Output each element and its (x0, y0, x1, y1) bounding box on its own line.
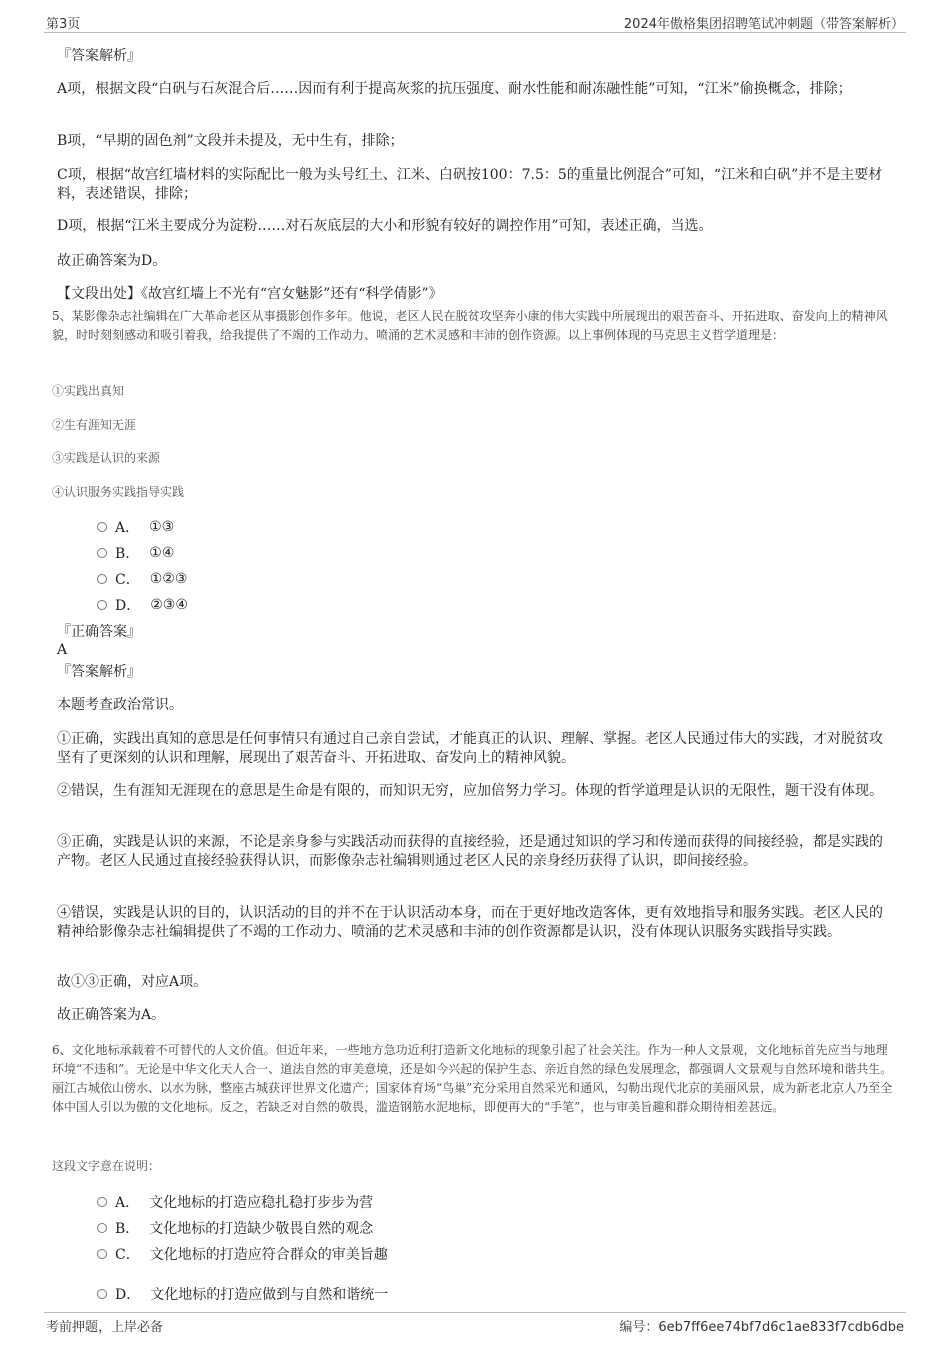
q5-item-3: ③实践是认识的来源 (52, 451, 161, 465)
radio-icon[interactable] (97, 1197, 107, 1207)
q5-item-1: ①实践出真知 (52, 384, 125, 398)
q5-analysis-item-3: ③正确，实践是认识的来源，不论是亲身参与实践活动而获得的直接经验，还是通过知识的学习和传递而获得的间接经验，都是实践的产物。老区人民通过直接经验获得认识，而影像杂志社编辑则通过老区人民的亲身经历获得了认识，即间接经验。 (57, 834, 883, 869)
document-id: 编号：6eb7ff6ee74bf7d6c1ae833f7cdb6dbe (619, 1320, 904, 1335)
q4-option-c-analysis: C项，根据“故宫红墙材料的实际配比一般为头号红土、江米、白矾按100：7.5：5的重量比例混合”可知，“江米和白矾”并不是主要材料，表述错误，排除； (57, 167, 883, 202)
q5-conclusion: 故正确答案为A。 (57, 1007, 166, 1023)
page-number: 第3页 (46, 17, 81, 32)
q5-analysis-item-2: ②错误，生有涯知无涯现在的意思是生命是有限的，而知识无穷，应加倍努力学习。体现的哲学道理是认识的无限性，题干没有体现。 (57, 783, 883, 799)
q4-option-d-analysis: D项，根据“江米主要成分为淀粉……对石灰底层的大小和形貌有较好的调控作用”可知，表述正确，当选。 (57, 218, 713, 234)
q6-option-a[interactable]: A． 文化地标的打造应稳扎稳打步步为营 (97, 1192, 373, 1212)
q5-option-b[interactable]: B． ①④ (97, 543, 174, 563)
footer-slogan: 考前押题，上岸必备 (46, 1320, 164, 1335)
radio-icon[interactable] (97, 574, 107, 584)
q5-item-2: ②生有涯知无涯 (52, 418, 137, 432)
page-footer (44, 1312, 906, 1335)
q5-stem: 5、某影像杂志社编辑在广大革命老区从事摄影创作多年。他说，老区人民在脱贫攻坚奔小康的伟大实践中所展现出的艰苦奋斗、开拓进取、奋发向上的精神风貌，时时刻刻感动和吸引着我，给我提供了不竭的工作动力、喷涌的艺术灵感和丰沛的创作资源。以上事例体现的马克思主义哲学道理是： (52, 309, 888, 342)
q6-option-d[interactable]: D． 文化地标的打造应做到与自然和谐统一 (97, 1284, 388, 1304)
radio-icon[interactable] (97, 1249, 107, 1259)
page-header (44, 10, 906, 33)
q5-answer-title: 『正确答案』 (57, 624, 141, 640)
radio-icon[interactable] (97, 1289, 107, 1299)
q5-analysis-title: 『答案解析』 (57, 664, 141, 680)
q6-option-c[interactable]: C． 文化地标的打造应符合群众的审美旨趣 (97, 1244, 388, 1264)
q6-option-b[interactable]: B． 文化地标的打造缺少敬畏自然的观念 (97, 1218, 373, 1238)
document-title: 2024年傲格集团招聘笔试冲刺题（带答案解析） (623, 17, 904, 32)
q4-option-a-analysis: A项，根据文段“白矾与石灰混合后……因而有利于提高灰浆的抗压强度、耐水性能和耐冻融性能”可知，“江米”偷换概念，排除； (57, 81, 852, 97)
radio-icon[interactable] (97, 548, 107, 558)
q5-analysis-item-4: ④错误，实践是认识的目的，认识活动的目的并不在于认识活动本身，而在于更好地改造客体，更有效地指导和服务实践。老区人民的精神给影像杂志社编辑提供了不竭的工作动力、喷涌的艺术灵感和丰沛的创作资源都是认识，没有体现认识服务实践指导实践。 (57, 905, 883, 940)
radio-icon[interactable] (97, 1223, 107, 1233)
q6-stem: 6、文化地标承载着不可替代的人文价值。但近年来，一些地方急功近利打造新文化地标的现象引起了社会关注。作为一种人文景观，文化地标首先应当与地理环境“不违和”。无论是中华文化天人合一、道法自然的审美意境，还是如今兴起的保护生态、亲近自然的绿色发展理念，都强调人文景观与自然环境和谐共生。丽江古城依山傍水、以水为脉，整座古城获评世界文化遗产；国家体育场“鸟巢”充分采用自然采光和通风，勾勒出现代北京的美丽风景，成为新老北京人乃至全体中国人引以为傲的文化地标。反之，若缺乏对自然的敬畏，滥造钢筋水泥地标，即便再大的“手笔”，也与审美旨趣和群众期待相差甚远。 (52, 1043, 893, 1114)
q5-analysis-summary: 故①③正确，对应A项。 (57, 974, 208, 990)
q4-source: 【文段出处】《故宫红墙上不光有“宫女魅影”还有“科学倩影”》 (57, 286, 443, 302)
q5-option-a[interactable]: A． ①③ (97, 517, 174, 537)
q5-analysis-intro: 本题考查政治常识。 (57, 697, 183, 713)
q5-option-d[interactable]: D． ②③④ (97, 595, 188, 615)
q5-answer: A (57, 642, 68, 658)
radio-icon[interactable] (97, 600, 107, 610)
q4-option-b-analysis: B项，“早期的固色剂”文段并未提及，无中生有，排除； (57, 133, 404, 149)
q6-prompt: 这段文字意在说明： (52, 1159, 161, 1173)
q5-option-c[interactable]: C． ①②③ (97, 569, 187, 589)
q5-item-4: ④认识服务实践指导实践 (52, 485, 185, 499)
radio-icon[interactable] (97, 522, 107, 532)
q5-analysis-item-1: ①正确，实践出真知的意思是任何事情只有通过自己亲自尝试，才能真正的认识、理解、掌握。老区人民通过伟大的实践，才对脱贫攻坚有了更深刻的认识和理解，展现出了艰苦奋斗、开拓进取、奋发向上的精神风貌。 (57, 731, 883, 766)
q4-conclusion: 故正确答案为D。 (57, 253, 167, 269)
q4-analysis-title: 『答案解析』 (57, 48, 141, 64)
